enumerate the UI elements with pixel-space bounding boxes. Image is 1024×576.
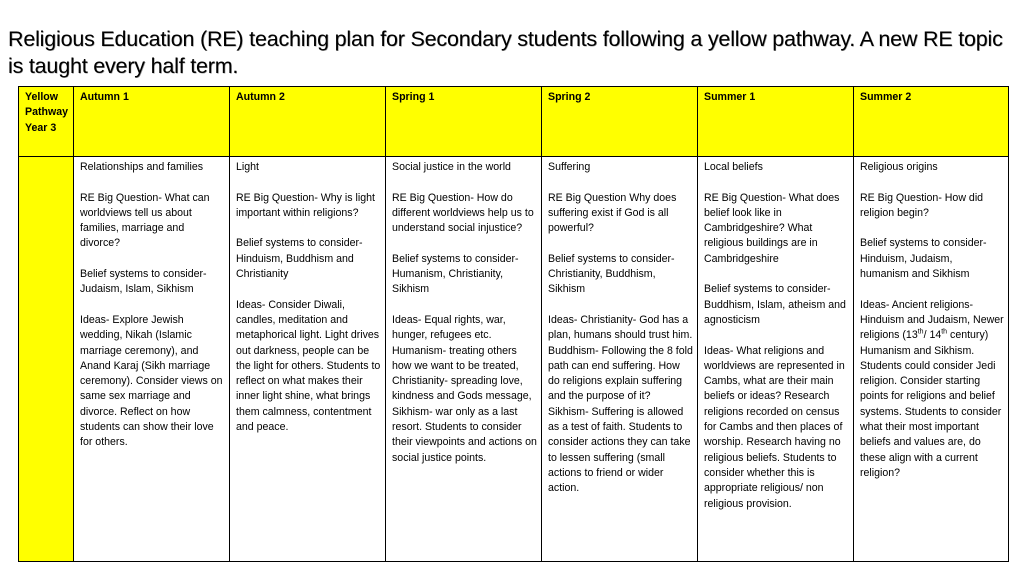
- belief-systems: Belief systems to consider- Judaism, Islam, Sikhism: [80, 268, 207, 296]
- term-cell-autumn-2: [230, 157, 386, 562]
- content-row: [19, 157, 1009, 562]
- topic-title: Religious origins: [860, 161, 938, 173]
- ideas-text-part: century) Humanism and Sikhism. Students could consider Jedi religion. Consider starting points for religions and belief systems. Students to consider what their most important beliefs and values are, do these align with a current religion?: [860, 329, 1002, 479]
- term-cell-summer-2: [854, 157, 1009, 562]
- ideas-text-part: Ideas- Ancient religions- Hinduism and Judaism, Newer religions (13: [860, 298, 1004, 342]
- ordinal-suffix: th: [917, 328, 924, 336]
- belief-systems: Belief systems to consider- Buddhism, Islam, atheism and agnosticism: [704, 283, 846, 326]
- big-question: RE Big Question- How do different worldviews help us to understand social injustice?: [392, 191, 534, 235]
- big-question: RE Big Question- What can worldviews tell us about families, marriage and divorce?: [80, 191, 210, 250]
- ideas-text: Ideas- Explore Jewish wedding, Nikah (Islamic marriage ceremony), and Anand Karaj (Sikh marriage ceremony). Consider views on same sex marriage and divorce. Reflect on how students can show their love for others.: [80, 313, 223, 449]
- big-question: RE Big Question- Why is light important within religions?: [236, 191, 375, 219]
- topic-title: Relationships and families: [80, 161, 204, 173]
- year-label-cell: Yellow Pathway Year 3: [19, 87, 74, 157]
- ideas-text: Ideas- Consider Diwali, candles, meditation and metaphorical light. Light drives out darkness, people can be the light for others. Students to reflect on what makes their inner light shine, what brings them calmness, contentment and peace.: [236, 298, 381, 434]
- ordinal-suffix: th: [941, 328, 948, 336]
- ideas-text-part: / 14: [923, 329, 942, 342]
- ideas-text: [860, 298, 1004, 482]
- term-cell-spring-2: [542, 157, 698, 562]
- belief-systems: Belief systems to consider- Hinduism, Buddhism and Christianity: [236, 237, 363, 281]
- term-cell-summer-1: [698, 157, 854, 562]
- term-header-autumn-1: Autumn 1: [74, 87, 230, 157]
- ideas-text: Ideas- What religions and worldviews are represented in Cambs, what are their main beliefs or ideas? Research religions recorded on census for Cambs and then places of worship. Research having no religious beliefs. Students to consider whether this is appropriate religious/ non religious provision.: [704, 344, 845, 510]
- belief-systems: Belief systems to consider- Humanism, Christianity, Sikhism: [392, 252, 519, 296]
- term-header-autumn-2: Autumn 2: [230, 87, 386, 157]
- term-cell-autumn-1: [74, 157, 230, 562]
- term-cell-spring-1: [386, 157, 542, 562]
- topic-title: Suffering: [548, 161, 591, 173]
- ideas-text: Ideas- Christianity- God has a plan, humans should trust him. Buddhism- Following the 8 fold path can end suffering. How do religions explain suffering and the purpose of it? Sikhism- Suffering is allowed as a test of faith. Students to consider actions they can take to lessen suffering (small actions to friend or wider action.: [548, 313, 693, 495]
- term-header-summer-1: Summer 1: [698, 87, 854, 157]
- teaching-plan-table: [18, 86, 1009, 562]
- term-header-spring-1: Spring 1: [386, 87, 542, 157]
- term-header-spring-2: Spring 2: [542, 87, 698, 157]
- belief-systems: Belief systems to consider- Hinduism, Judaism, humanism and Sikhism: [860, 237, 987, 281]
- term-header-summer-2: Summer 2: [854, 87, 1009, 157]
- big-question: RE Big Question- What does belief look like in Cambridgeshire? What religious buildings are in Cambridgeshire: [704, 191, 840, 265]
- belief-systems: Belief systems to consider- Christianity, Buddhism, Sikhism: [548, 252, 675, 296]
- big-question: RE Big Question- How did religion begin?: [860, 191, 984, 219]
- page-title: Religious Education (RE) teaching plan for Secondary students following a yellow pathway. A new RE topic is taught every half term.: [8, 27, 1003, 78]
- topic-title: Local beliefs: [704, 161, 763, 173]
- topic-title: Light: [236, 161, 259, 173]
- big-question: RE Big Question Why does suffering exist if God is all powerful?: [548, 191, 677, 235]
- topic-title: Social justice in the world: [392, 161, 511, 173]
- year-column-body: [19, 157, 74, 562]
- header-row: [19, 87, 1009, 157]
- ideas-text: Ideas- Equal rights, war, hunger, refugees etc. Humanism- treating others how we want to be treated, Christianity- spreading love, kindness and Gods message, Sikhism- war only as a last resort. Students to consider their viewpoints and actions on social justice points.: [392, 313, 537, 464]
